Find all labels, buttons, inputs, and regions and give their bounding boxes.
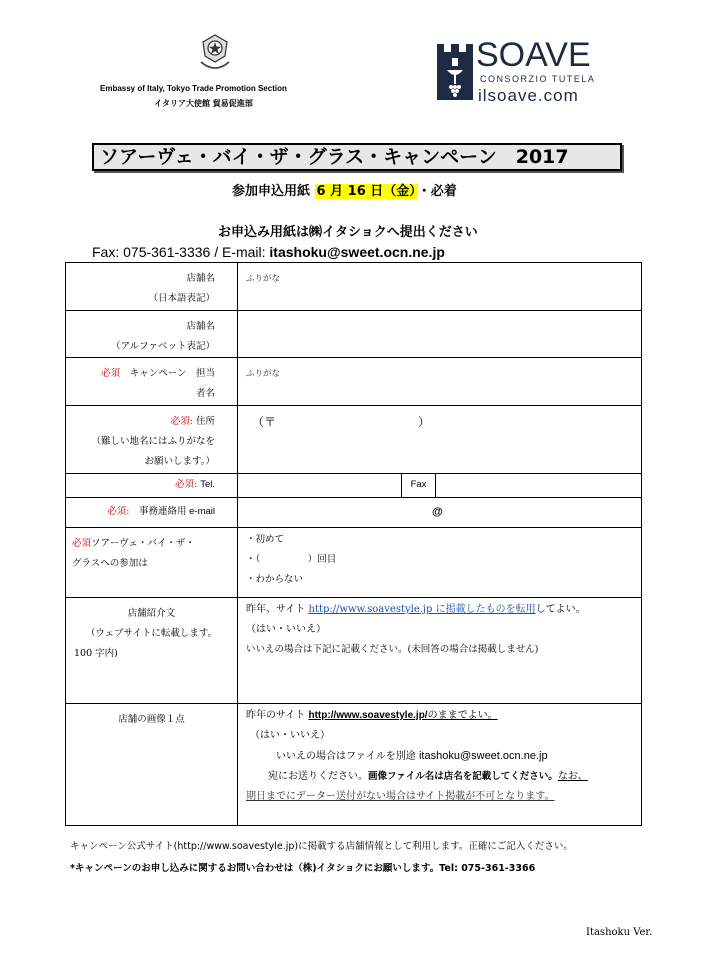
image-send-to: 宛にお送りください。 bbox=[268, 771, 368, 782]
store-name-en-label: 店舗名 bbox=[186, 321, 215, 332]
input-store-name-en[interactable] bbox=[238, 311, 642, 358]
address-sublabel-2: お願いします。） bbox=[144, 456, 215, 467]
furigana-hint: ふりがな bbox=[246, 274, 281, 284]
furigana-hint: ふりがな bbox=[246, 369, 281, 379]
label-image bbox=[66, 704, 238, 826]
postal-close: ） bbox=[418, 415, 431, 429]
image-yes-no[interactable]: （はい・いいえ） bbox=[250, 730, 330, 741]
soave-tower-logo-icon bbox=[436, 44, 474, 100]
address-sublabel-1: （難しい地名にはふりがなを bbox=[91, 436, 215, 447]
label-intro bbox=[66, 598, 238, 704]
version-label: Itashoku Ver. bbox=[586, 927, 653, 938]
row-intro bbox=[66, 598, 642, 704]
intro-limit: 100 字内) bbox=[74, 648, 118, 659]
email-label: 事務連絡用 e-mail bbox=[138, 506, 215, 517]
image-text-end: のままでよい。 bbox=[427, 710, 498, 721]
soavestyle-link[interactable]: http://www.soavestyle.jp に掲載したものを転用 bbox=[308, 604, 536, 615]
soavestyle-link[interactable]: http://www.soavestyle.jp/ bbox=[308, 710, 428, 721]
intro-yes-no[interactable]: （はい・いいえ） bbox=[246, 624, 326, 635]
row-image bbox=[66, 704, 642, 826]
application-form bbox=[65, 262, 642, 826]
required-mark: 必須: bbox=[170, 416, 193, 427]
soave-logo-url: ilsoave.com bbox=[478, 86, 579, 105]
italian-emblem-icon bbox=[197, 32, 233, 74]
input-fax[interactable] bbox=[436, 474, 642, 498]
footer-note-usage: キャンペーン公式サイト(http://www.soavestyle.jp)に掲載する店舗情報として利用します。正確にご記入ください。 bbox=[70, 841, 573, 852]
label-email bbox=[66, 498, 238, 528]
label-fax bbox=[402, 474, 436, 498]
submit-instruction: お申込み用紙は㈱イタショクへ提出ください bbox=[218, 225, 478, 240]
form-type-label: 参加申込用紙 bbox=[232, 184, 311, 199]
store-name-label: 店舗名 bbox=[186, 273, 215, 284]
contact-email: itashoku@sweet.ocn.ne.jp bbox=[269, 244, 445, 260]
required-mark: 必須: bbox=[174, 479, 198, 490]
label-person bbox=[66, 358, 238, 406]
postal-open: （〒 bbox=[252, 415, 277, 429]
soave-logo-subtitle: CONSORZIO TUTELA bbox=[480, 74, 596, 84]
row-store-name-en bbox=[66, 311, 642, 358]
intro-label: 店舗紹介文 bbox=[127, 608, 176, 619]
fax-label: Fax bbox=[410, 479, 427, 490]
input-email[interactable] bbox=[238, 498, 642, 528]
required-mark: 必須 bbox=[72, 538, 92, 549]
intro-sublabel: （ウェブサイトに転載します。 bbox=[85, 628, 218, 639]
input-tel[interactable] bbox=[238, 474, 402, 498]
input-store-name-ja[interactable] bbox=[238, 263, 642, 311]
deadline-line bbox=[232, 180, 457, 199]
label-store-name-ja bbox=[66, 263, 238, 311]
intro-text-end: してよい。 bbox=[535, 604, 586, 615]
person-sublabel: 者名 bbox=[195, 388, 215, 399]
image-note-cont: なお、 bbox=[557, 771, 588, 782]
image-filename-note: 画像ファイル名は店名を記載してください。 bbox=[368, 771, 558, 782]
input-image[interactable] bbox=[238, 704, 642, 826]
image-deadline-note: 期日までにデーター送付がない場合はサイト掲載が不可となります。 bbox=[246, 791, 555, 802]
required-mark: 必須: bbox=[107, 506, 130, 517]
deadline-suffix: ・必着 bbox=[417, 184, 457, 199]
embassy-name-ja: イタリア大使館 貿易促進部 bbox=[154, 99, 253, 108]
option-unknown[interactable]: ・わからない bbox=[246, 574, 304, 585]
image-text: 昨年のサイト bbox=[246, 710, 309, 721]
row-tel-fax bbox=[66, 474, 642, 498]
footer-note-inquiry: *キャンペーンのお申し込みに関するお問い合わせは（株)イタショクにお願いします。Tel: 075-361-3366 bbox=[70, 863, 536, 874]
address-label: 住所 bbox=[195, 416, 215, 427]
store-name-ja-sublabel: （日本語表記） bbox=[148, 293, 215, 304]
image-email[interactable]: itashoku@sweet.ocn.ne.jp bbox=[418, 750, 548, 762]
image-instruction: いいえの場合はファイルを別途 bbox=[276, 751, 419, 762]
input-address[interactable] bbox=[238, 406, 642, 474]
option-first-time[interactable]: ・初めて bbox=[246, 534, 285, 545]
intro-text: 昨年、サイト bbox=[246, 604, 309, 615]
fax-text: Fax: 075-361-3336 / E-mail: bbox=[92, 244, 270, 260]
required-mark: 必須 bbox=[101, 368, 121, 379]
input-intro[interactable] bbox=[238, 598, 642, 704]
store-name-en-sublabel: （アルファベット表記） bbox=[111, 341, 215, 352]
row-person bbox=[66, 358, 642, 406]
tel-label: Tel. bbox=[200, 479, 215, 490]
option-nth-time[interactable]: ・（ ）回目 bbox=[246, 554, 337, 565]
contact-line bbox=[92, 244, 445, 260]
participation-label: ソアーヴェ・バイ・ザ・ bbox=[91, 538, 195, 549]
deadline-date: 6 月 16 日（金） bbox=[316, 184, 416, 199]
person-label: キャンペーン 担当 bbox=[129, 368, 215, 379]
label-tel bbox=[66, 474, 238, 498]
label-store-name-en bbox=[66, 311, 238, 358]
row-email bbox=[66, 498, 642, 528]
label-participation bbox=[66, 528, 238, 598]
row-store-name-ja bbox=[66, 263, 642, 311]
intro-instruction: いいえの場合は下記に記載ください。(未回答の場合は掲載しません) bbox=[246, 644, 539, 655]
embassy-name-en: Embassy of Italy, Tokyo Trade Promotion Section bbox=[100, 84, 287, 93]
image-label: 店舗の画像１点 bbox=[118, 714, 185, 725]
participation-sublabel: グラスへの参加は bbox=[72, 558, 148, 569]
soave-logo-text: SOAVE bbox=[476, 36, 591, 74]
label-address bbox=[66, 406, 238, 474]
at-sign: @ bbox=[432, 506, 443, 518]
participation-options bbox=[238, 528, 642, 598]
row-participation bbox=[66, 528, 642, 598]
input-person[interactable] bbox=[238, 358, 642, 406]
row-address bbox=[66, 406, 642, 474]
campaign-title: ソアーヴェ・バイ・ザ・グラス・キャンペーン 2017 bbox=[92, 143, 622, 171]
